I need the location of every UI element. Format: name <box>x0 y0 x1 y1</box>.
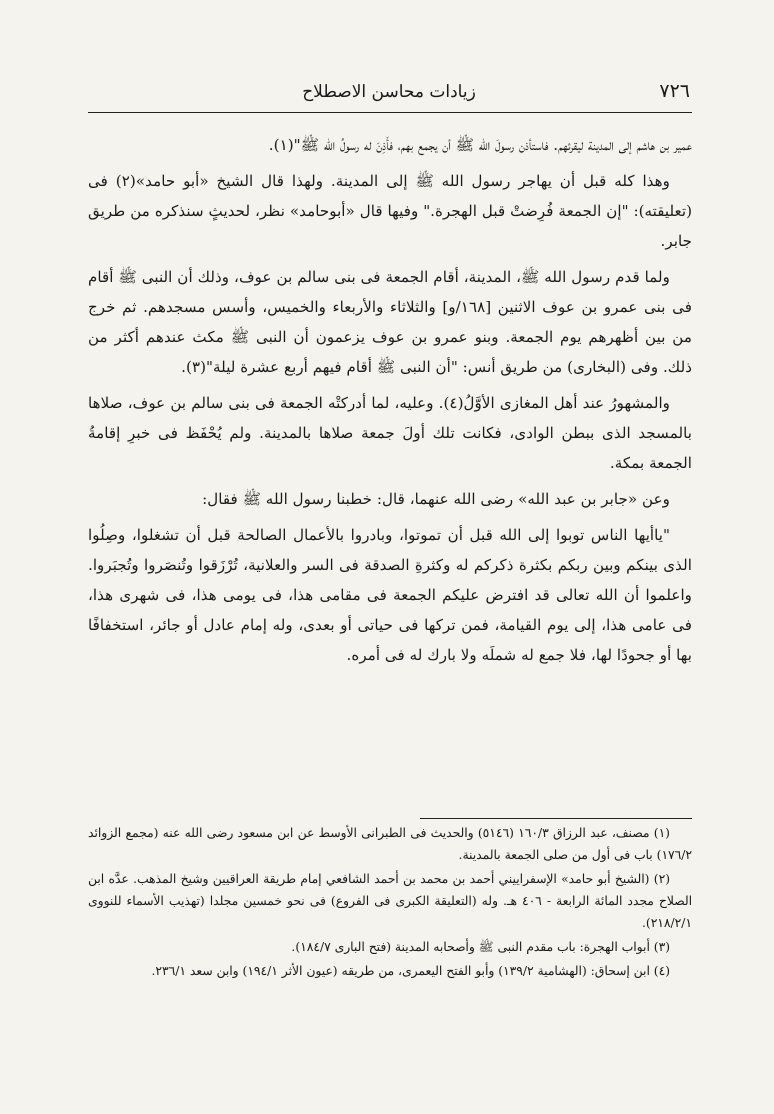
footnote: (٣) أبواب الهجرة: باب مقدم النبى ﷺ وأصحابه المدينة (فتح البارى ١٨٤/٧). <box>291 940 670 954</box>
paragraph: وعن «جابر بن عبد الله» رضى الله عنهما، قال: خطبنا رسول الله ﷺ فقال: <box>202 490 670 508</box>
page-number: ٧٢٦ <box>659 80 690 102</box>
footnotes <box>88 822 692 984</box>
footnote: (٤) ابن إسحاق: (الهشامية ١٣٩/٢) وأبو الفتح اليعمرى، من طريقه (عيون الأثر ١٩٤/١) وابن سعد ٢٣٦/١. <box>151 964 670 978</box>
footnote-rule <box>420 818 692 819</box>
footnote: (١) مصنف، عبد الرزاق ١٦٠/٣ (٥١٤٦) والحديث فى الطبرانى الأوسط عن ابن مسعود رضى الله عنه (مجمع الزوائد ١٧٦/٢) باب فى أول من صلى الجمعة بالمدينة. <box>88 826 692 862</box>
paragraph: والمشهورُ عند أهل المغازى الأوَّلُ(٤). وعليه، لما أدركتْه الجمعة فى بنى سالم بن عوف، صلاها بالمسجد الذى ببطن الوادى، فكانت تلك أولَ جمعة صلاها بالمدينة. ولم يُحْفَظ فى خبرِ إقامةُ الجمعة بمكة. <box>88 394 692 472</box>
paragraph: ولما قدم رسول الله ﷺ، المدينة، أقام الجمعة فى بنى سالم بن عوف، وذلك أن النبى ﷺ أقام فى بنى عمرو بن عوف الاثنين [١٦٨/و] والثلاثاء والأربعاء والخميس، وأسس مسجدهم. ثم خرج من بين أظهرهم يوم الجمعة. وبنو عمرو بن عوف يزعمون أن النبى ﷺ مكث عندهم أكثر من ذلك. وفى (البخارى) من طريق أنس: "أن النبى ﷺ أقام فيهم أربع عشرة ليلة"(٣). <box>88 268 692 376</box>
page-header <box>88 78 690 114</box>
running-title: زيادات محاسن الاصطلاح <box>302 82 476 102</box>
quoted-hadith: "ياأيها الناس توبوا إلى الله قبل أن تموتوا، وبادروا بالأعمال الصالحة قبل أن تشغلوا، وصِلُوا الذى بينكم وبين ربكم بكثرة ذكركم له وكثرةِ الصدقة فى السر والعلانية، تُرْزَقوا وتُنصَروا وتُجبَروا. واعلموا أن الله تعالى قد افترض عليكم الجمعة فى مقامى هذا، فى يومى هذا، فى شهرى هذا، فى عامى هذا، إلى يوم القيامة، فمن تركها فى حياتى أو بعدى، وله إمام عادل أو جائر، استخفافًا بها أو جحودًا لها، فلا جمع له شملَه ولا بارك له فى أمره. <box>88 526 692 664</box>
paragraph: عمير بن هاشم إلى المدينة ليقرئهم. فاستأذن رسولَ الله ﷺ أن يجمع بهم، فأَذِنَ له رسولُ الله ﷺ"(١). <box>268 136 692 154</box>
paragraph: وهذا كله قبل أن يهاجر رسول الله ﷺ إلى المدينة. ولهذا قال الشيخ «أبو حامد»(٢) فى (تعليقته): "إن الجمعة فُرِضتْ قبل الهجرة." وفيها قال «أبوحامد» نظر، لحديثٍ سنذكره من طريق جابر. <box>88 172 692 250</box>
header-rule <box>88 112 692 113</box>
main-text <box>88 130 692 676</box>
footnote: (٢) (الشيخ أبو حامد» الإسفراييني أحمد بن محمد بن أحمد الشافعي إمام طريقة العراقيين وشيخ المذهب. عدَّه ابن الصلاح مجدد المائة الرابعة - ٤٠٦ هـ. وله (التعليقة الكبرى فى الفروع) فى نحو خمسين مجلدا (تهذيب الأسماء للنووى ٢١٨/٢/١). <box>88 872 692 930</box>
